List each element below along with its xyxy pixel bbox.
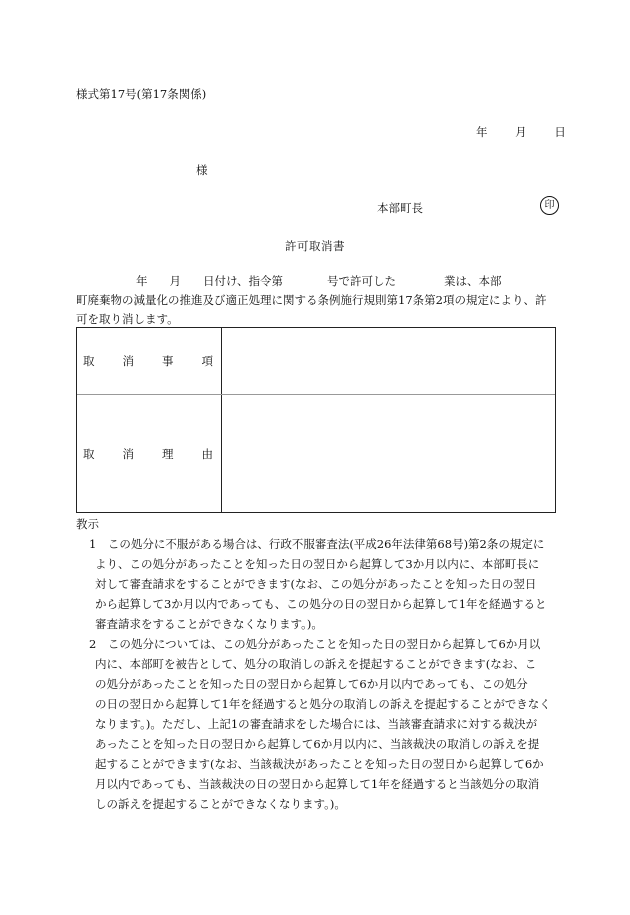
revocation-matter-label: 取 消 事 項 xyxy=(77,328,222,394)
notice-item-2: 2 この処分については、この処分があったことを知った日の翌日から起算して6か月以 内に、本部町を被告として、処分の取消しの訴えを提起することができます(なお、こ の処分があったことを知った日の翌日から起算して6か月以内であっても、この処分 の日の翌日から起算して1年を経過すると処分の取消しの訴えを提起することができなく なります。)。ただし、上記1の審査請求をした場合には、当該審査請求に対する裁決が あったことを知った日の翌日から起算して6か月以内に、当該裁決の取消しの訴えを提 起することができます(なお、当該裁決があったことを知った日の翌日から起算して6か 月以内であっても、当該裁決の日の翌日から起算して1年を経過すると当該処分の取消 しの訴えを提起することができなくなります。)。 xyxy=(89,637,551,811)
revocation-table xyxy=(76,327,556,513)
body-line-3: 可を取り消します。 xyxy=(76,312,179,326)
notice-heading: 教示 xyxy=(76,517,99,531)
seal-mark: 印 xyxy=(540,196,559,215)
body-line-2: 町廃棄物の減量化の推進及び適正処理に関する条例施行規則第17条第2項の規定により、許 xyxy=(76,293,547,307)
body-line-1 xyxy=(76,272,556,291)
date-day-label: 日 xyxy=(554,125,566,139)
body-month: 月 xyxy=(169,274,181,288)
body-permit-ref: 号で許可した xyxy=(327,274,397,288)
document-title: 許可取消書 xyxy=(285,239,345,253)
body-year: 年 xyxy=(136,274,148,288)
addressee-suffix: 様 xyxy=(196,163,208,177)
date-line xyxy=(470,124,566,140)
date-month-label: 月 xyxy=(515,125,527,139)
notice-item-1: 1 この処分に不服がある場合は、行政不服審査法(平成26年法律第68号)第2条の規定に より、この処分があったことを知った日の翌日から起算して3か月以内に、本部町長に 対して審査請求をすることができます(なお、この処分があったことを知った日の翌日 から起算して3か月以内であっても、この処分の日の翌日から起算して1年を経過すると 審査請求をすることができなくなります。)。 xyxy=(89,537,547,631)
issuer-name: 本部町長 xyxy=(377,201,423,215)
body-business: 業は、本部 xyxy=(444,274,502,288)
body-date-ref: 日付け、指令第 xyxy=(203,274,284,288)
date-year-label: 年 xyxy=(476,125,488,139)
revocation-reason-label: 取 消 理 由 xyxy=(77,395,222,512)
body-paragraph xyxy=(76,272,556,329)
form-number: 様式第17号(第17条関係) xyxy=(76,87,207,101)
